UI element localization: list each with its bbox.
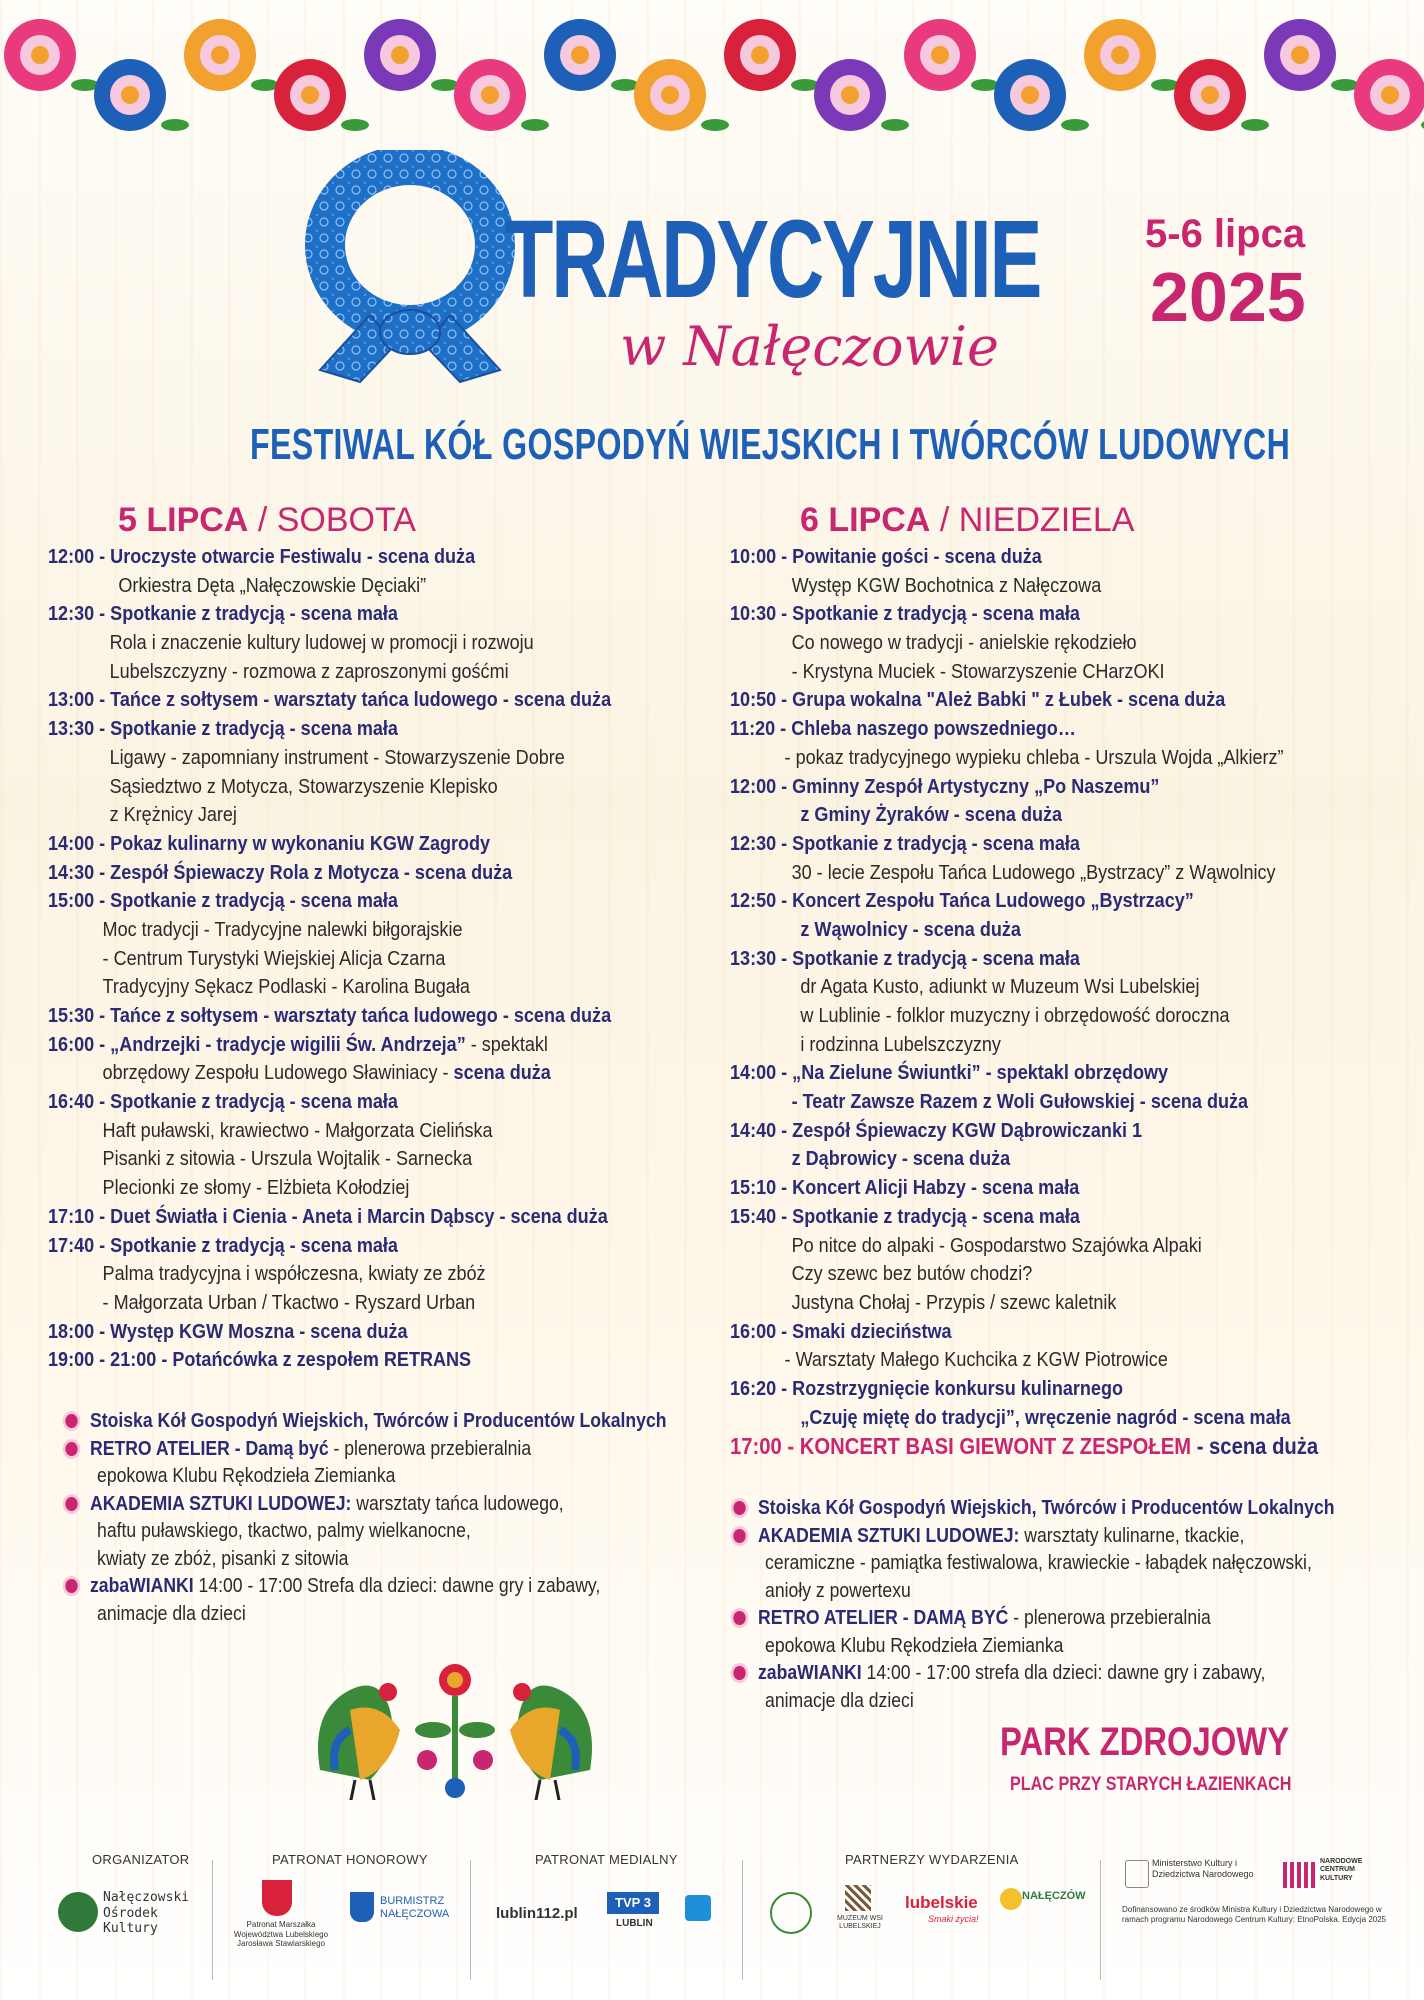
schedule-line: 17:40 - Spotkanie z tradycją - scena mała [48, 1233, 398, 1257]
ministry-name: Ministerstwo Kultury i Dziedzictwa Narodowego [1152, 1858, 1254, 1879]
scarf-knot-logo [300, 150, 520, 390]
schedule-line: 12:30 - Spotkanie z tradycją - scena mała [48, 602, 398, 626]
day1-heading: 5 LIPCA / SOBOTA [118, 501, 416, 539]
tvp3-logo: TVP 3 [607, 1892, 659, 1914]
extra-item-line: ceramiczne - pamiątka festiwalowa, krawieckie - łabądek nałęczowski, [765, 1552, 1312, 1574]
schedule-line: Palma tradycyjna i współczesna, kwiaty ze zbóż [102, 1262, 486, 1286]
muzeum-logo [845, 1885, 871, 1911]
partner-lubelskie-tagline: Smaki życia! [928, 1914, 979, 1924]
footer-divider [742, 1860, 743, 1980]
bullet-dot-icon [733, 1529, 745, 1543]
schedule-line: Co nowego w tradycji - anielskie rękodzieło [791, 631, 1137, 655]
label-organizer: ORGANIZATOR [92, 1852, 190, 1867]
schedule-line: z Wąwolnicy - scena duża [800, 917, 1021, 941]
polskie-radio-logo [685, 1895, 711, 1921]
schedule-line: Czy szewc bez butów chodzi? [791, 1262, 1033, 1286]
bullet-dot-icon [65, 1442, 77, 1456]
schedule-line: Plecionki ze słomy - Elżbieta Kołodziej [102, 1176, 410, 1200]
eagle-emblem-icon [1125, 1860, 1149, 1888]
festival-subtitle: FESTIWAL KÓŁ GOSPODYŃ WIEJSKICH I TWÓRCÓW LUDOWYCH [250, 420, 1291, 469]
schedule-line: 11:20 - Chleba naszego powszedniego… [730, 717, 1076, 741]
schedule-line: Lubelszczyzny - rozmowa z zaproszonymi gośćmi [109, 659, 509, 683]
schedule-line: Orkiestra Dęta „Nałęczowskie Dęciaki” [118, 573, 427, 597]
schedule-line: 10:50 - Grupa wokalna "Ależ Babki " z Łubek - scena duża [730, 688, 1226, 712]
extra-item-line: Stoiska Kół Gospodyń Wiejskich, Twórców i Producentów Lokalnych [90, 1408, 666, 1436]
schedule-line: - Małgorzata Urban / Tkactwo - Ryszard Urban [102, 1290, 476, 1314]
patron-marshal: Patronat Marszałka Województwa Lubelskiego Jarosława Stawiarskiego [233, 1920, 329, 1949]
schedule-line: 16:00 - „Andrzejki - tradycje wigilii Św. Andrzeja” - spektakl [48, 1032, 548, 1056]
schedule-line: - Warsztaty Małego Kuchcika z KGW Piotrowice [784, 1348, 1168, 1372]
extra-item-line: AKADEMIA SZTUKI LUDOWEJ: warsztaty tańca ludowego, [90, 1491, 666, 1519]
venue-name: PARK ZDROJOWY [1000, 1720, 1290, 1764]
festival-title: TRADYCYJNIE [505, 198, 1041, 321]
nck-name: NARODOWE CENTRUM KULTURY [1320, 1858, 1363, 1882]
folk-border-top [0, 0, 1424, 160]
schedule-line: 12:00 - Uroczyste otwarcie Festiwalu - scena duża [48, 545, 476, 568]
schedule-line: 12:50 - Koncert Zespołu Tańca Ludowego „Bystrzacy” [730, 889, 1194, 913]
bullet-dot-icon [733, 1666, 745, 1680]
day2-schedule [730, 497, 1400, 1461]
patron-mayor: BURMISTRZ NAŁĘCZOWA [380, 1895, 450, 1921]
schedule-line: 19:00 - 21:00 - Potańcówka z zespołem RETRANS [48, 1348, 472, 1372]
extra-item-line: haftu puławskiego, tkactwo, palmy wielkanocne, [97, 1520, 471, 1542]
schedule-line: i rodzinna Lubelszczyzny [800, 1032, 1001, 1056]
schedule-line: 14:40 - Zespół Śpiewaczy KGW Dąbrowiczanki 1 [730, 1118, 1143, 1142]
extra-item-line: AKADEMIA SZTUKI LUDOWEJ: warsztaty kulinarne, tkackie, [758, 1523, 1334, 1551]
nck-logo [1283, 1862, 1317, 1888]
festival-dates: 5-6 lipca [1145, 212, 1306, 256]
schedule-line: - Centrum Turystyki Wiejskiej Alicja Czarna [102, 946, 446, 970]
schedule-line: Ligawy - zapomniany instrument - Stowarzyszenie Dobre [109, 745, 565, 769]
extra-item-line: animacje dla dzieci [765, 1689, 914, 1712]
schedule-line: z Gminy Żyraków - scena duża [800, 803, 1063, 827]
extra-item-line: zabaWIANKI 14:00 - 17:00 Strefa dla dzieci: dawne gry i zabawy, [90, 1573, 666, 1601]
naleczow-sun-icon [1000, 1888, 1022, 1910]
schedule-line: 15:40 - Spotkanie z tradycją - scena mała [730, 1204, 1080, 1228]
folk-roosters-illustration [250, 1650, 660, 1800]
extra-item-line: RETRO ATELIER - Damą być - plenerowa przebieralnia [90, 1436, 666, 1464]
schedule-line: Tradycyjny Sękacz Podlaski - Karolina Bugała [102, 975, 470, 999]
extra-item-line: anioły z powertexu [765, 1579, 911, 1602]
bullet-dot-icon [65, 1497, 77, 1511]
schedule-line: - Krystyna Muciek - Stowarzyszenie CHarzOKI [791, 659, 1165, 683]
bullet-dot-icon [65, 1414, 77, 1428]
schedule-line: 16:40 - Spotkanie z tradycją - scena mała [48, 1090, 398, 1114]
schedule-line: 15:00 - Spotkanie z tradycją - scena mała [48, 889, 398, 913]
day2-heading: 6 LIPCA / NIEDZIELA [800, 501, 1135, 539]
extra-item-line: zabaWIANKI 14:00 - 17:00 strefa dla dzieci: dawne gry i zabawy, [758, 1660, 1334, 1688]
schedule-line: 14:30 - Zespół Śpiewaczy Rola z Motycza - scena duża [48, 860, 513, 884]
schedule-line: 17:10 - Duet Światła i Cienia - Aneta i Marcin Dąbscy - scena duża [48, 1204, 608, 1228]
naleczow-crest-icon [350, 1892, 374, 1922]
schedule-line: 13:30 - Spotkanie z tradycją - scena mała [730, 946, 1080, 970]
schedule-line: 15:30 - Tańce z sołtysem - warsztaty tańca ludowego - scena duża [48, 1004, 612, 1027]
nok-logo [58, 1892, 98, 1932]
label-partners: PARTNERZY WYDARZENIA [845, 1852, 1019, 1867]
schedule-line: 13:30 - Spotkanie z tradycją - scena mała [48, 717, 398, 741]
schedule-line: Występ KGW Bochotnica z Nałęczowa [791, 573, 1102, 597]
extra-item-line: epokowa Klubu Rękodzieła Ziemianka [765, 1634, 1064, 1657]
extra-item-line: kwiaty ze zbóż, pisanki z sitowia [97, 1547, 349, 1570]
schedule-line: w Lublinie - folklor muzyczny i obrzędowość doroczna [800, 1004, 1230, 1027]
schedule-line: z Dąbrowicy - scena duża [791, 1147, 1011, 1171]
schedule-line: dr Agata Kusto, adiunkt w Muzeum Wsi Lubelskiej [800, 975, 1200, 999]
day1-extras [90, 1408, 745, 1628]
tvp3-lublin: LUBLIN [616, 1918, 653, 1929]
schedule-line: 14:00 - „Na Zielune Świuntki” - spektakl obrzędowy [730, 1061, 1169, 1085]
schedule-line: 12:00 - Gminny Zespół Artystyczny „Po Naszemu” [730, 774, 1160, 798]
partner-muzeum: MUZEUM WSI LUBELSKIEJ [837, 1915, 883, 1931]
bullet-dot-icon [733, 1501, 745, 1515]
festival-year: 2025 [1150, 258, 1306, 336]
schedule-line: 15:10 - Koncert Alicji Habzy - scena mała [730, 1176, 1080, 1200]
schedule-line: Rola i znaczenie kultury ludowej w promocji i rozwoju [109, 631, 534, 655]
partner-lubelskie: lubelskie [905, 1893, 978, 1912]
schedule-line: Po nitce do alpaki - Gospodarstwo Szajówka Alpaki [791, 1233, 1202, 1257]
partner-naleczow: NAŁĘCZÓW [1022, 1890, 1086, 1902]
day1-schedule [48, 497, 718, 1375]
bullet-dot-icon [733, 1611, 745, 1625]
schedule-line: 30 - lecie Zespołu Tańca Ludowego „Bystrzacy” z Wąwolnicy [791, 860, 1276, 884]
organizer-name: Nałęczowski Ośrodek Kultury [103, 1890, 190, 1937]
festival-location-script: w Nałęczowie [620, 315, 999, 378]
schedule-line: 18:00 - Występ KGW Moszna - scena duża [48, 1319, 408, 1343]
footer-divider [1100, 1860, 1101, 1980]
bullet-dot-icon [65, 1579, 77, 1593]
schedule-line: 16:00 - Smaki dzieciństwa [730, 1319, 952, 1343]
schedule-line: Moc tradycji - Tradycyjne nalewki biłgorajskie [102, 917, 463, 941]
schedule-line: z Krężnicy Jarej [109, 803, 237, 827]
schedule-line: - pokaz tradycyjnego wypieku chleba - Urszula Wojda „Alkierz” [784, 745, 1284, 769]
schedule-line: Haft puławski, krawiectwo - Małgorzata Cielińska [102, 1118, 493, 1142]
schedule-line: 10:00 - Powitanie gości - scena duża [730, 545, 1042, 568]
venue-place: PLAC PRZY STARYCH ŁAZIENKACH [1010, 1774, 1292, 1795]
funding-note: Dofinansowano ze środków Ministra Kultury i Dziedzictwa Narodowego w ramach programu Narodowego Centrum Kultury: EtnoPolska. Edycja 2025 [1122, 1905, 1387, 1924]
schedule-line: Sąsiedztwo z Motycza, Stowarzyszenie Klepisko [109, 774, 498, 798]
schedule-line: 14:00 - Pokaz kulinarny w wykonaniu KGW Zagrody [48, 831, 491, 855]
schedule-line: „Czuję miętę do tradycji”, wręczenie nagród - scena mała [800, 1405, 1291, 1429]
extra-item-line: epokowa Klubu Rękodzieła Ziemianka [97, 1465, 396, 1487]
media-lublin112: lublin112.pl [496, 1905, 578, 1922]
day2-extras [758, 1495, 1413, 1715]
footer-divider [470, 1860, 471, 1980]
schedule-line: - Teatr Zawsze Razem z Woli Gułowskiej - scena duża [791, 1090, 1249, 1114]
schedule-line: Justyna Chołaj - Przypis / szewc kaletnik [791, 1290, 1117, 1314]
label-honorary-patronage: PATRONAT HONOROWY [272, 1852, 428, 1867]
schedule-line: 13:00 - Tańce z sołtysem - warsztaty tańca ludowego - scena duża [48, 688, 612, 712]
extra-item-line: Stoiska Kół Gospodyń Wiejskich, Twórców i Producentów Lokalnych [758, 1495, 1334, 1523]
schedule-line: 16:20 - Rozstrzygnięcie konkursu kulinarnego [730, 1376, 1123, 1400]
extra-item-line: RETRO ATELIER - DAMĄ BYĆ - plenerowa przebieralnia [758, 1605, 1334, 1633]
label-media-patronage: PATRONAT MEDIALNY [535, 1852, 678, 1867]
schedule-line: Pisanki z sitowia - Urszula Wojtalik - Sarnecka [102, 1147, 473, 1171]
extra-item-line: animacje dla dzieci [97, 1602, 246, 1625]
voivodeship-crest-icon [262, 1880, 292, 1916]
schedule-line: obrzędowy Zespołu Ludowego Sławiniacy - scena duża [102, 1061, 551, 1085]
schedule-line: 12:30 - Spotkanie z tradycją - scena mała [730, 831, 1080, 855]
headline-concert: 17:00 - KONCERT BASI GIEWONT Z ZESPOŁEM - scena duża [730, 1433, 1319, 1460]
schedule-line: 10:30 - Spotkanie z tradycją - scena mała [730, 602, 1080, 626]
partner-green-logo [770, 1892, 812, 1934]
footer-divider [212, 1860, 213, 1980]
